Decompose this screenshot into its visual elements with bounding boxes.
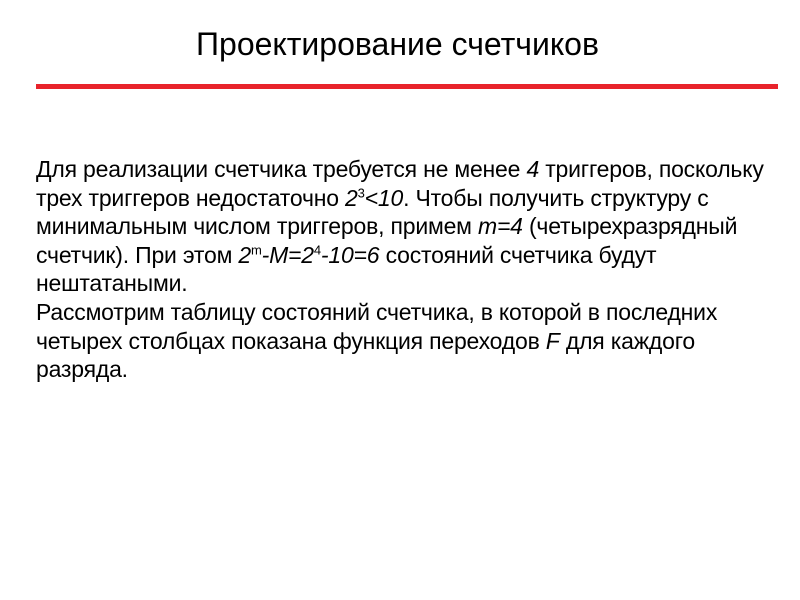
formula-result: -10=6 [320,241,380,268]
formula-exponent: 3 [357,184,365,200]
paragraph-1 [36,155,786,298]
text-segment: . Чтобы получить структуру с минимальным числом триггеров, примем [36,184,709,240]
text-segment: Рассмотрим таблицу состояний счетчика, в которой в последних четырех столбцах показана функция переходов [36,298,718,354]
formula-exponent: 4 [313,242,321,258]
formula-base: 2 [345,184,358,211]
text-segment: (четырехразрядный счетчик). При этом [36,213,738,268]
formula-m: m=4 [477,213,523,240]
formula-part: -M=2 [261,241,314,268]
min-triggers-value: 4 [526,156,540,182]
text-segment: состояний счетчика будут нештатаными. [36,241,657,297]
paragraph-2 [36,298,786,384]
text-segment: для каждого разряда. [36,327,695,383]
formula-exponent: m [250,242,262,258]
text-segment: Для реализации счетчика требуется не менее [36,156,527,182]
slide-body [36,155,786,384]
slide-title: Проектирование счетчиков [196,26,599,62]
title-divider [36,84,778,89]
formula-f: F [545,327,560,354]
formula-base: 2 [238,241,251,268]
text-segment: триггеров, поскольку трех триггеров недостаточно [36,156,764,211]
formula-comparison: <10 [364,184,404,211]
